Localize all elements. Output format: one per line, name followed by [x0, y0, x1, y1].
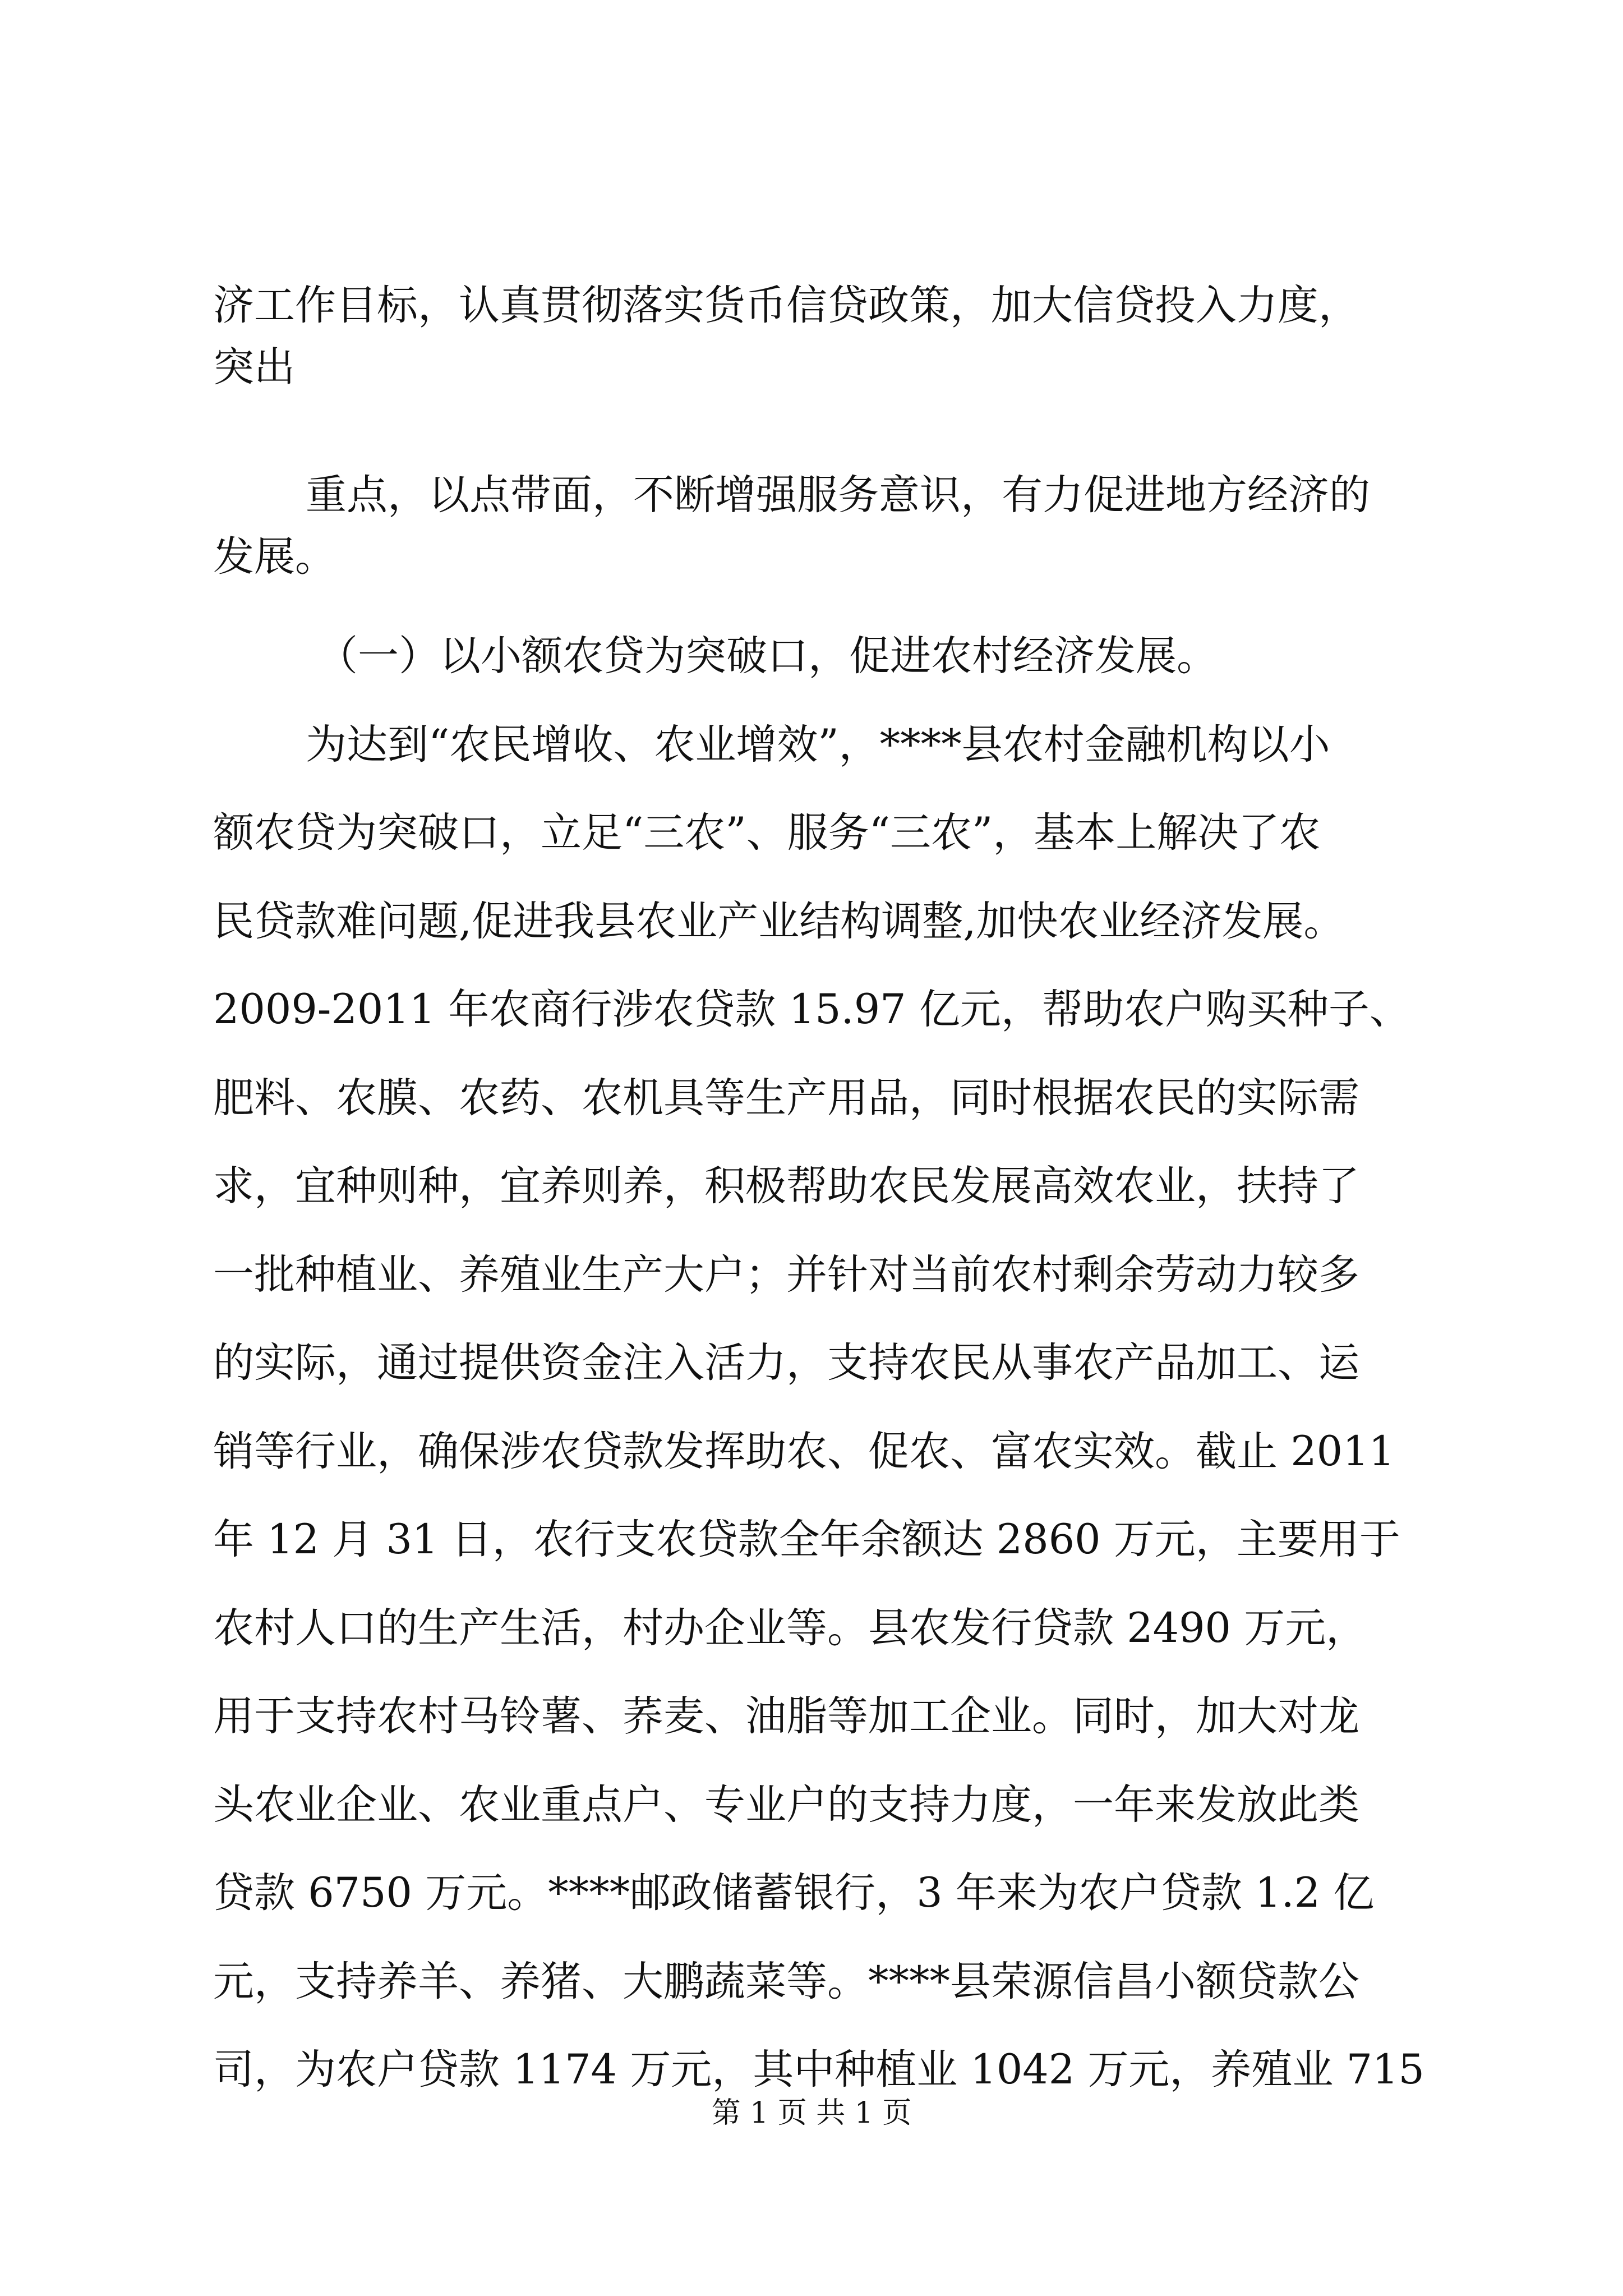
text-line: 销等行业，确保涉农贷款发挥助农、促农、富农实效。截止 2011	[213, 1428, 1395, 1475]
text-line: 头农业企业、农业重点户、专业户的支持力度，一年来发放此类	[213, 1781, 1359, 1829]
text-line: 求，宜种则种，宜养则养，积极帮助农民发展高效农业，扶持了	[213, 1162, 1359, 1210]
text-line: 用于支持农村马铃薯、荞麦、油脂等加工企业。同时，加大对龙	[213, 1692, 1359, 1740]
page-number-footer: 第 1 页 共 1 页	[711, 2096, 912, 2130]
text-line: 元，支持养羊、养猪、大鹏蔬菜等。****县荣源信昌小额贷款公	[213, 1958, 1359, 2005]
text-line: 农村人口的生产生活，村办企业等。县农发行贷款 2490 万元，	[213, 1604, 1367, 1652]
text-line: 突出	[213, 343, 295, 391]
text-line: 司，为农户贷款 1174 万元，其中种植业 1042 万元，养殖业 715	[213, 2046, 1424, 2093]
text-line: 贷款 6750 万元。****邮政储蓄银行，3 年来为农户贷款 1.2 亿	[213, 1869, 1375, 1917]
text-line: 济工作目标，认真贯彻落实货币信贷政策，加大信贷投入力度，	[213, 282, 1359, 329]
text-line: 重点，以点带面，不断增强服务意识，有力促进地方经济的	[306, 471, 1370, 519]
section-heading: （一）以小额农贷为突破口，促进农村经济发展。	[317, 632, 1218, 680]
text-line: 额农贷为突破口，立足“三农”、服务“三农”，基本上解决了农	[213, 809, 1321, 857]
text-line: 年 12 月 31 日，农行支农贷款全年余额达 2860 万元，主要用于	[213, 1516, 1400, 1563]
text-line: 民贷款难问题,促进我县农业产业结构调整,加快农业经济发展。	[213, 898, 1345, 945]
text-line: 一批种植业、养殖业生产大户；并针对当前农村剩余劳动力较多	[213, 1251, 1359, 1299]
text-line: 2009-2011 年农商行涉农贷款 15.97 亿元，帮助农户购买种子、	[213, 986, 1410, 1033]
text-line: 肥料、农膜、农药、农机具等生产用品，同时根据农民的实际需	[213, 1074, 1359, 1122]
text-line: 的实际，通过提供资金注入活力，支持农民从事农产品加工、运	[213, 1339, 1359, 1387]
text-line: 发展。	[213, 533, 336, 581]
text-line: 为达到“农民增收、农业增效”，****县农村金融机构以小	[306, 721, 1330, 769]
